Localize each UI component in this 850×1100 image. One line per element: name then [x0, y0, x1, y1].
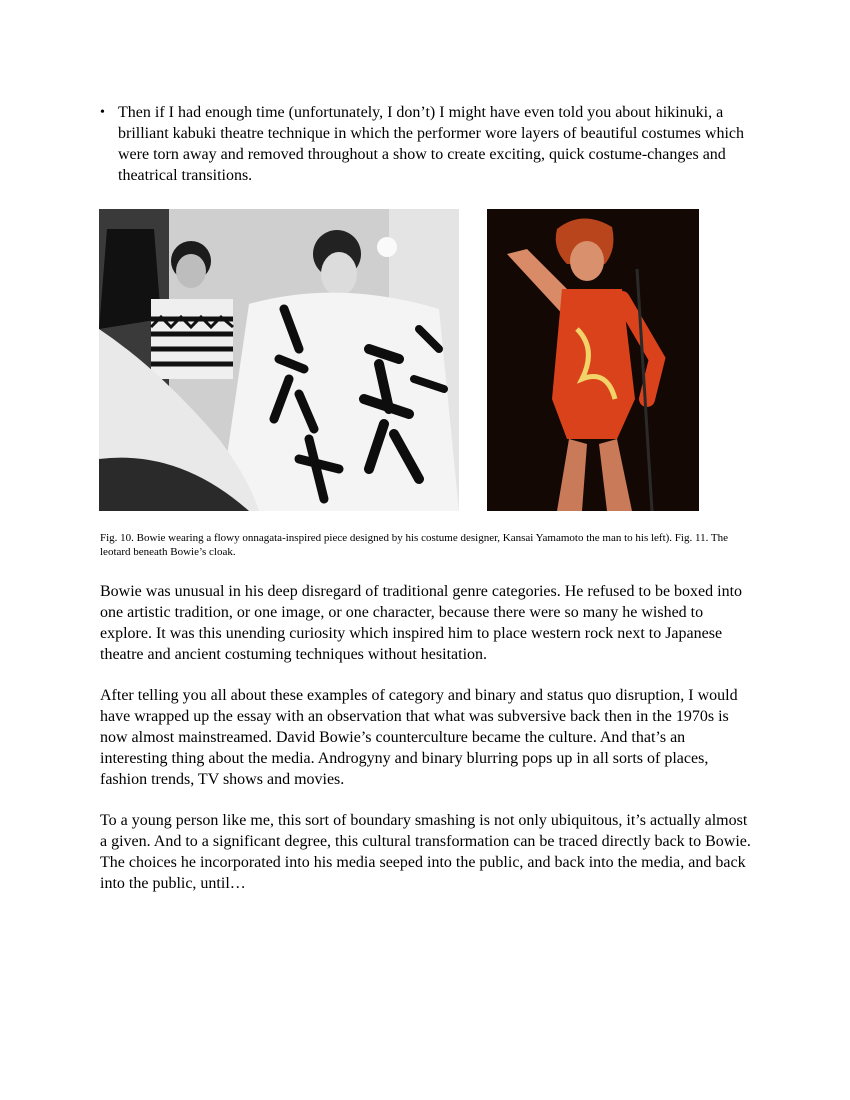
bullet-list [100, 102, 760, 186]
list-item [100, 102, 760, 186]
bullet-text: Then if I had enough time (unfortunately, I don’t) I might have even told you about hikinuki, a brilliant kabuki theatre technique in which the performer wore layers of beautiful costumes which were torn away and removed throughout a show to create exciting, quick costume-changes and theatrical transitions. [118, 104, 745, 184]
figure-caption: Fig. 10. Bowie wearing a flowy onnagata-inspired piece designed by his costume designer, Kansai Yamamoto the man to his left). Fig. 11. The leotard beneath Bowie’s cloak. [100, 532, 728, 558]
body-paragraph-1: Bowie was unusual in his deep disregard of traditional genre categories. He refused to be boxed into one artistic tradition, or one image, or one character, because there were so many he wished to explore. It was this unending curiosity which inspired him to place western rock next to Japanese theatre and ancient costuming techniques without hesitation. [100, 583, 743, 663]
body-paragraph-2: After telling you all about these examples of category and binary and status quo disruption, I would have wrapped up the essay with an observation that what was subversive back then in the 1970s is now almost mainstreamed. David Bowie’s counterculture became the culture. And that’s an interesting thing about the media. Androgyny and binary blurring pops up in all sorts of places, fashion trends, TV shows and movies. [100, 687, 738, 788]
body-paragraph-3: To a young person like me, this sort of boundary smashing is not only ubiquitous, it’s actually almost a given. And to a significant degree, this cultural transformation can be traced directly back to Bowie. The choices he incorporated into his media seeped into the public, and back into the media, and back into the public, until… [100, 812, 751, 892]
bullet-marker: • [100, 105, 105, 120]
figure-11-illustration [487, 209, 699, 511]
figure-10-illustration [99, 209, 459, 511]
figure-11-photo [487, 209, 699, 511]
figure-10-photo [99, 209, 459, 511]
